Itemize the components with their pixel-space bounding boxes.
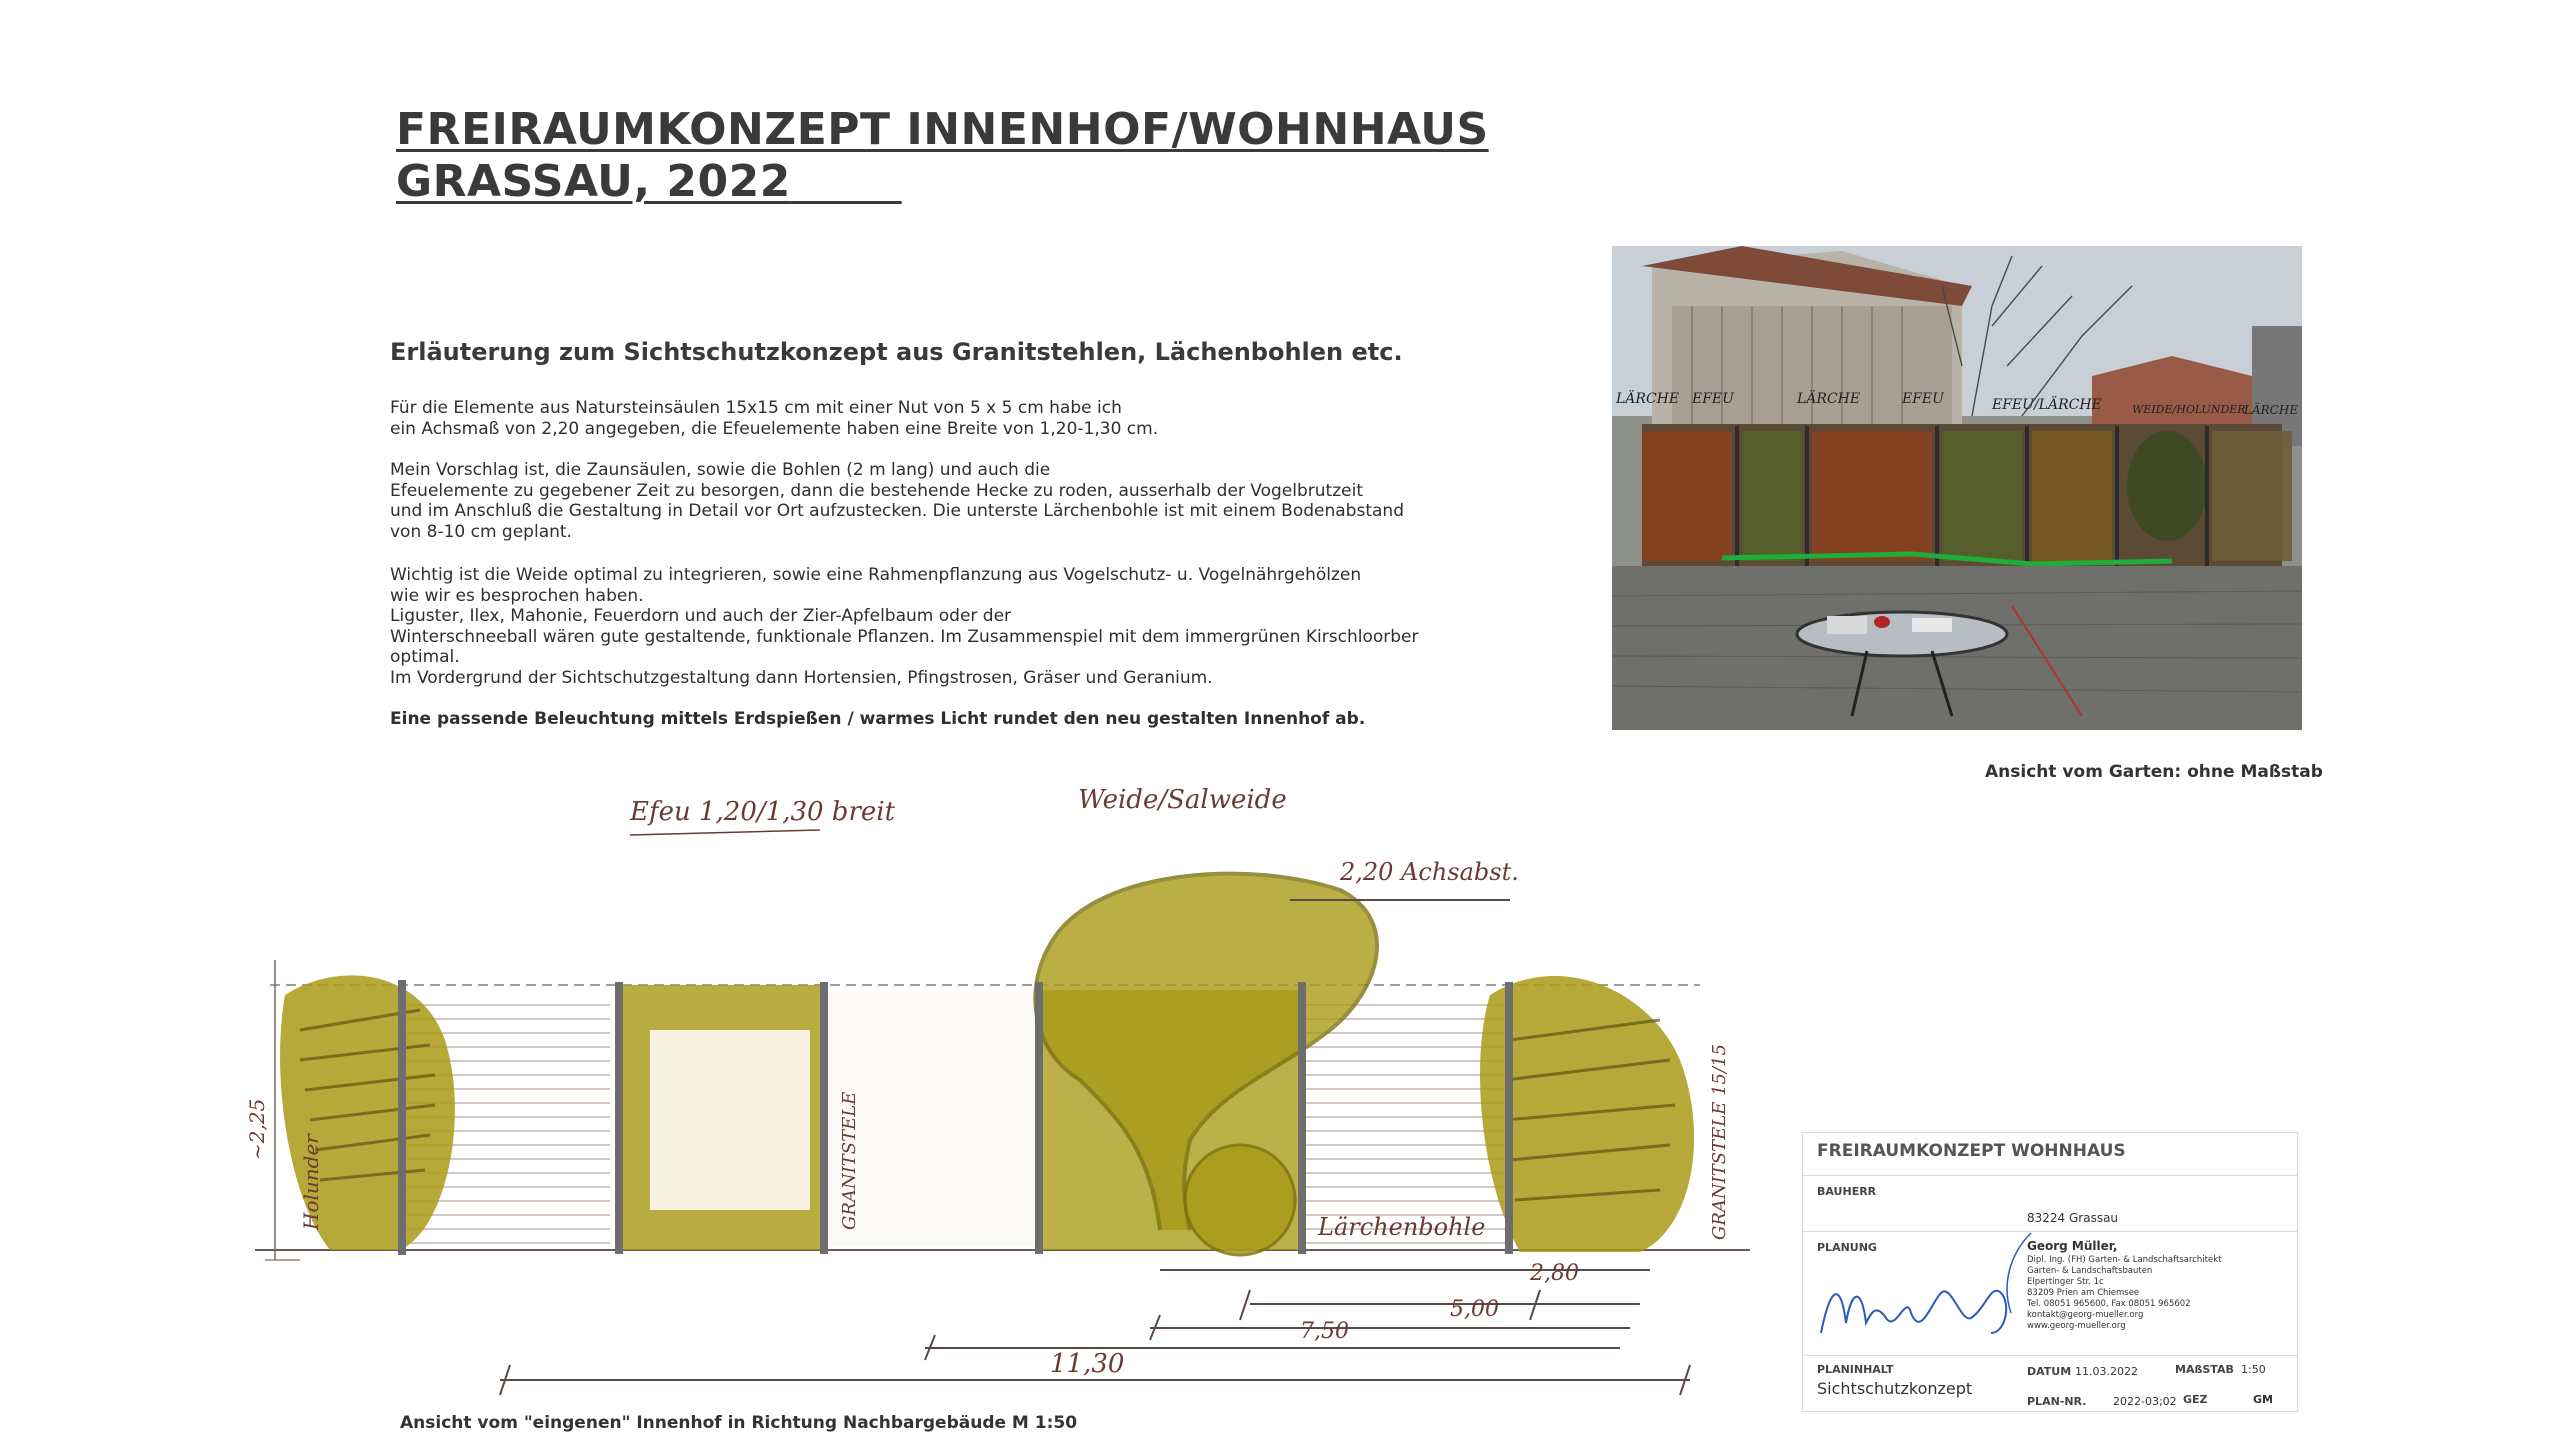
planer-name: Georg Müller, [2027, 1239, 2118, 1253]
planinhalt-value: Sichtschutzkonzept [1817, 1379, 1973, 1398]
title-block [1802, 1132, 2298, 1412]
note-height: ~2,25 [245, 1098, 269, 1160]
photo-caption: Ansicht vom Garten: ohne Maßstab [1985, 762, 2323, 782]
datum-label: DATUM [2027, 1365, 2072, 1378]
planer-line: Tel. 08051 965600, Fax 08051 965602 [2027, 1299, 2191, 1309]
elevation-caption: Ansicht vom "eingenen" Innenhof in Richtung Nachbargebäude M 1:50 [400, 1413, 1078, 1433]
page-title-line2-text: GRASSAU, 2022 [396, 156, 791, 207]
gez-label: GEZ [2183, 1393, 2208, 1406]
plannr-value: 2022-03;02 [2113, 1395, 2177, 1408]
dim-7-50: 7,50 [1300, 1319, 1349, 1344]
paragraph-line: Im Vordergrund der Sichtschutzgestaltung dann Hortensien, Pfingstrosen, Gräser und Geranium. [390, 667, 1213, 688]
planer-address [2027, 1255, 2222, 1332]
datum-value: 11.03.2022 [2075, 1365, 2138, 1378]
photo-label: LÄRCHE [1797, 391, 1861, 407]
planinhalt-label: PLANINHALT [1817, 1363, 1894, 1376]
page-title-line1: FREIRAUMKONZEPT INNENHOF/WOHNHAUS [396, 104, 1489, 155]
photo-label: EFEU [1692, 391, 1734, 407]
paragraph-line: ein Achsmaß von 2,20 angegeben, die Efeuelemente haben eine Breite von 1,20-1,30 cm. [390, 418, 1159, 439]
note-lange: 2,20 Achsabst. [1340, 858, 1519, 886]
massstab-value: 1:50 [2241, 1363, 2266, 1376]
note-granit2: GRANITSTELE 15/15 [1709, 1044, 1730, 1240]
title-block-row [1803, 1175, 2297, 1176]
paragraph-elements [390, 398, 1430, 439]
planer-line: Elpertinger Str. 1c [2027, 1277, 2104, 1287]
photo-label: LÄRCHE [1616, 391, 1680, 407]
paragraph-line: Winterschneeball wären gute gestaltende, funktionale Pflanzen. Im Zusammenspiel mit dem immergrünen Kirschloorber [390, 626, 1419, 647]
garden-photo-image [1612, 246, 2302, 730]
paragraph-line: Wichtig ist die Weide optimal zu integrieren, sowie eine Rahmenpflanzung aus Vogelschutz- u. Vogelnährgehölzen [390, 565, 1362, 585]
paragraph-line: Liguster, Ilex, Mahonie, Feuerdorn und auch der Zier-Apfelbaum oder der [390, 606, 1012, 626]
title-block-row [1803, 1355, 2297, 1356]
signature [1811, 1223, 2041, 1353]
dim-5-00: 5,00 [1450, 1297, 1499, 1322]
paragraph-line: Eine passende Beleuchtung mittels Erdspießen / warmes Licht rundet den neu gestalten Innenhof ab. [390, 709, 1366, 729]
photo-label: EFEU [1902, 391, 1944, 407]
massstab-label: MAßSTAB [2175, 1363, 2234, 1376]
note-larche: Lärchenbohle [1318, 1213, 1486, 1241]
planer-line: Garten- & Landschaftsbauten [2027, 1266, 2153, 1276]
planer-line: kontakt@georg-mueller.org [2027, 1310, 2144, 1320]
paragraph-planting [390, 565, 1430, 688]
paragraph-line: von 8-10 cm geplant. [390, 521, 572, 542]
planung-label: PLANUNG [1817, 1241, 1877, 1254]
paragraph-lighting [390, 709, 1430, 730]
planer-line: 83209 Prien am Chiemsee [2027, 1288, 2140, 1298]
photo-label: LÄRCHE [2244, 403, 2299, 417]
photo-label: EFEU/LÄRCHE [1992, 397, 2102, 413]
note-efeu: Efeu 1,20/1,30 breit [630, 797, 896, 827]
paragraph-line: Mein Vorschlag ist, die Zaunsäulen, sowie die Bohlen (2 m lang) und auch die [390, 460, 1051, 480]
paragraph-line: und im Anschluß die Gestaltung in Detail vor Ort aufzustecken. Die unterste Lärchenbohle ist mit einem Bodenabstand [390, 501, 1404, 521]
planer-line: www.georg-mueller.org [2027, 1321, 2126, 1331]
title-block-project: FREIRAUMKONZEPT WOHNHAUS [1817, 1141, 2126, 1161]
garden-photo [1612, 246, 2302, 730]
photo-label: WEIDE/HOLUNDER [2132, 403, 2246, 416]
note-granit1: GRANITSTELE [839, 1091, 860, 1230]
gez-value: GM [2253, 1393, 2273, 1406]
paragraph-line: wie wir es besprochen haben. [390, 585, 644, 606]
dim-2-80: 2,80 [1530, 1261, 1579, 1286]
paragraph-proposal [390, 460, 1430, 542]
note-weide: Weide/Salweide [1078, 785, 1287, 815]
plannr-label: PLAN-NR. [2027, 1395, 2087, 1408]
elevation-sketch [0, 760, 1780, 1420]
paragraph-line: optimal. [390, 647, 460, 667]
concept-heading: Erläuterung zum Sichtschutzkonzept aus Granitstehlen, Lächenbohlen etc. [390, 338, 1403, 366]
dim-11-30: 11,30 [1050, 1349, 1125, 1379]
paragraph-line: Für die Elemente aus Natursteinsäulen 15x15 cm mit einer Nut von 5 x 5 cm habe ich [390, 398, 1122, 418]
bauherr-label: BAUHERR [1817, 1185, 1877, 1198]
paragraph-line: Efeuelemente zu gegebener Zeit zu besorgen, dann die bestehende Hecke zu roden, ausserhalb der Vogelbrutzeit [390, 480, 1363, 501]
bauherr-value: 83224 Grassau [2027, 1211, 2119, 1225]
page-title-line2 [396, 156, 902, 207]
planer-line: Dipl. Ing. (FH) Garten- & Landschaftsarchitekt [2027, 1255, 2222, 1265]
note-holunder: Holunder [299, 1134, 323, 1230]
